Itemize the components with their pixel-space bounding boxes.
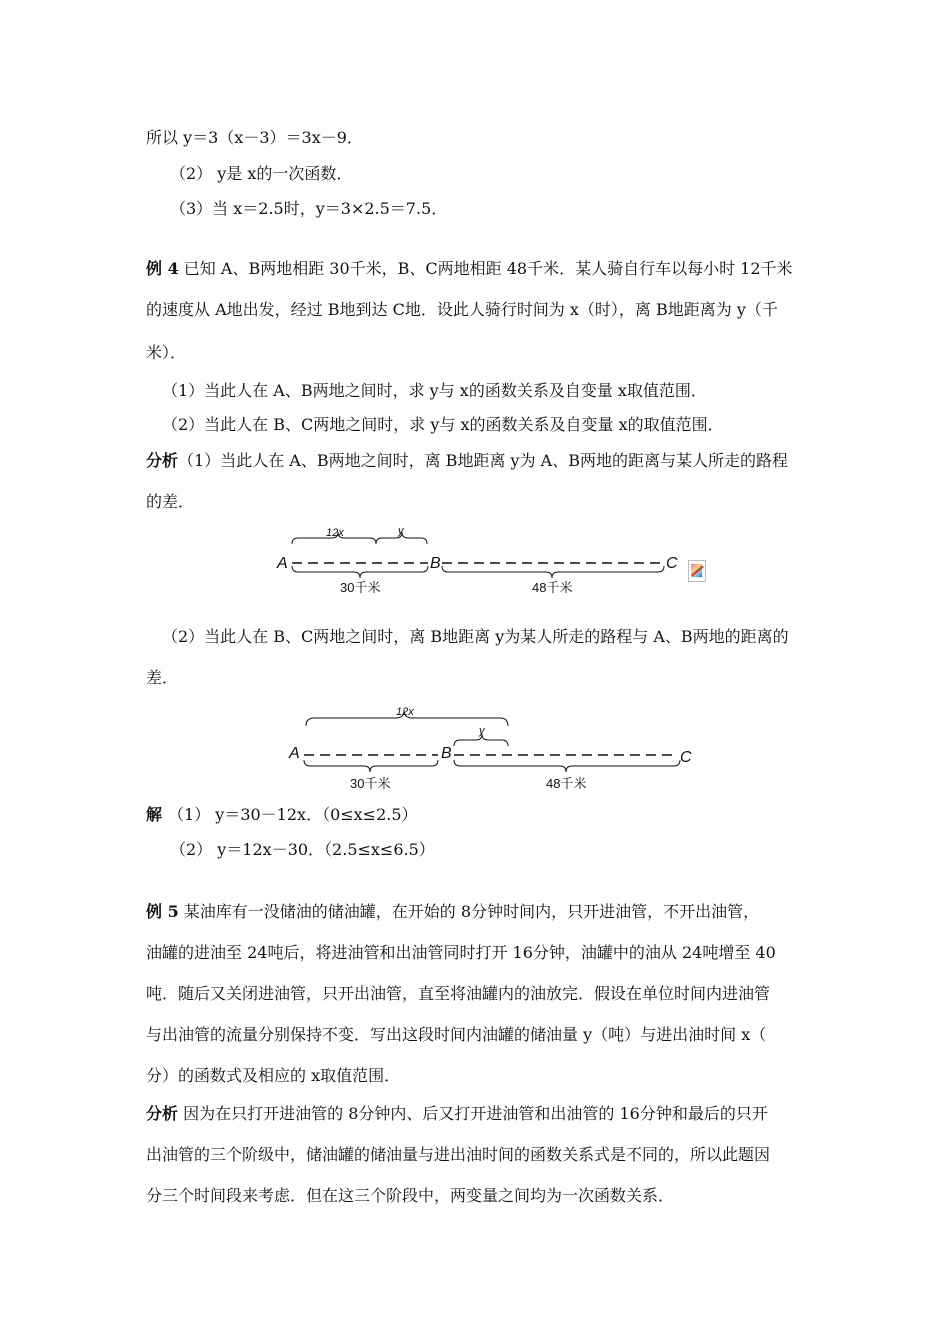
distance-diagram-2 [284, 700, 700, 796]
line-2: （2） y是 x的一次函数． [170, 164, 353, 183]
example-5-text-1: 某油库有一没储油的储油罐，在开始的 8分钟时间内，只开进油管，不开出油管， [178, 902, 760, 921]
analysis-2-line-2: 差． [146, 668, 179, 687]
point-a: A [289, 745, 300, 762]
example-4-line-3: 米）． [146, 343, 187, 362]
label-y: y [479, 725, 485, 737]
label-48km: 48千米 [532, 580, 573, 595]
brace-30km [292, 566, 428, 578]
point-c: C [666, 555, 678, 572]
example-5-line-4: 与出油管的流量分别保持不变．写出这段时间内油罐的储油量 y（吨）与进出油时间 x（ [146, 1025, 767, 1044]
label-12x: 12x [326, 527, 344, 539]
example-4-question-2: （2）当此人在 B、C两地之间时，求 y与 x的函数关系及自变量 x的取值范围． [162, 415, 724, 434]
analysis-3-line-1 [146, 1104, 768, 1124]
example-4-line-1 [146, 259, 793, 279]
analysis-3-label: 分析 [146, 1104, 179, 1123]
point-b: B [441, 745, 452, 762]
broken-image-icon [688, 560, 706, 582]
solution-line-2: （2） y＝12x－30．（2.5≤x≤6.5） [170, 840, 435, 859]
analysis-1-line-1 [146, 451, 788, 471]
example-5-label: 例 5 [146, 902, 179, 921]
solution-text-1: （1） y＝30－12x．（0≤x≤2.5） [168, 805, 418, 824]
label-30km: 30千米 [340, 580, 381, 595]
point-b: B [430, 555, 441, 572]
example-4-line-2: 的速度从 A地出发，经过 B地到达 C地．设此人骑行时间为 x（时），离 B地距离为 y（千 [146, 300, 778, 319]
analysis-3-line-2: 出油管的三个阶级中，储油罐的储油量与进出油时间的函数关系式是不同的，所以此题因 [146, 1145, 771, 1164]
example-4-label: 例 4 [146, 259, 179, 278]
solution-label: 解 [146, 805, 163, 824]
distance-diagram-1 [270, 522, 690, 602]
label-30km: 30千米 [350, 776, 391, 791]
line-1: 所以 y＝3（x－3）＝3x－9． [146, 128, 363, 147]
label-12x: 12x [396, 706, 414, 718]
solution-line-1 [146, 805, 418, 825]
label-48km: 48千米 [546, 776, 587, 791]
example-5-line-2: 油罐的进油至 24吨后，将进油管和出油管同时打开 16分钟，油罐中的油从 24吨增至 40 [146, 943, 776, 962]
example-4-text-1: 已知 A、B两地相距 30千米，B、C两地相距 48千米．某人骑自行车以每小时 12千米 [178, 259, 793, 278]
brace-48km [442, 566, 664, 578]
analysis-1-text-1: （1）当此人在 A、B两地之间时，离 B地距离 y为 A、B两地的距离与某人所走的路程 [178, 451, 788, 470]
line-3: （3）当 x＝2.5时，y＝3×2.5＝7.5． [170, 199, 448, 218]
analysis-3-text-1: 因为在只打开进油管的 8分钟内、后又打开进油管和出油管的 16分钟和最后的只开 [178, 1104, 768, 1123]
example-4-question-1: （1）当此人在 A、B两地之间时，求 y与 x的函数关系及自变量 x取值范围． [162, 381, 707, 400]
analysis-3-line-3: 分三个时间段来考虑．但在这三个阶段中，两变量之间均为一次函数关系． [146, 1186, 675, 1205]
analysis-1-label: 分析 [146, 451, 179, 470]
example-5-line-5: 分）的函数式及相应的 x取值范围． [146, 1066, 401, 1085]
example-5-line-3: 吨．随后又关闭进油管，只开出油管，直至将油罐内的油放完．假设在单位时间内进油管 [146, 984, 771, 1003]
label-y: y [398, 525, 404, 537]
analysis-1-line-2: 的差． [146, 492, 195, 511]
example-5-line-1 [146, 902, 759, 922]
point-a: A [277, 555, 288, 572]
point-c: C [680, 749, 692, 766]
analysis-2-line-1: （2）当此人在 B、C两地之间时，离 B地距离 y为某人所走的路程与 A、B两地的距离的 [162, 627, 789, 646]
